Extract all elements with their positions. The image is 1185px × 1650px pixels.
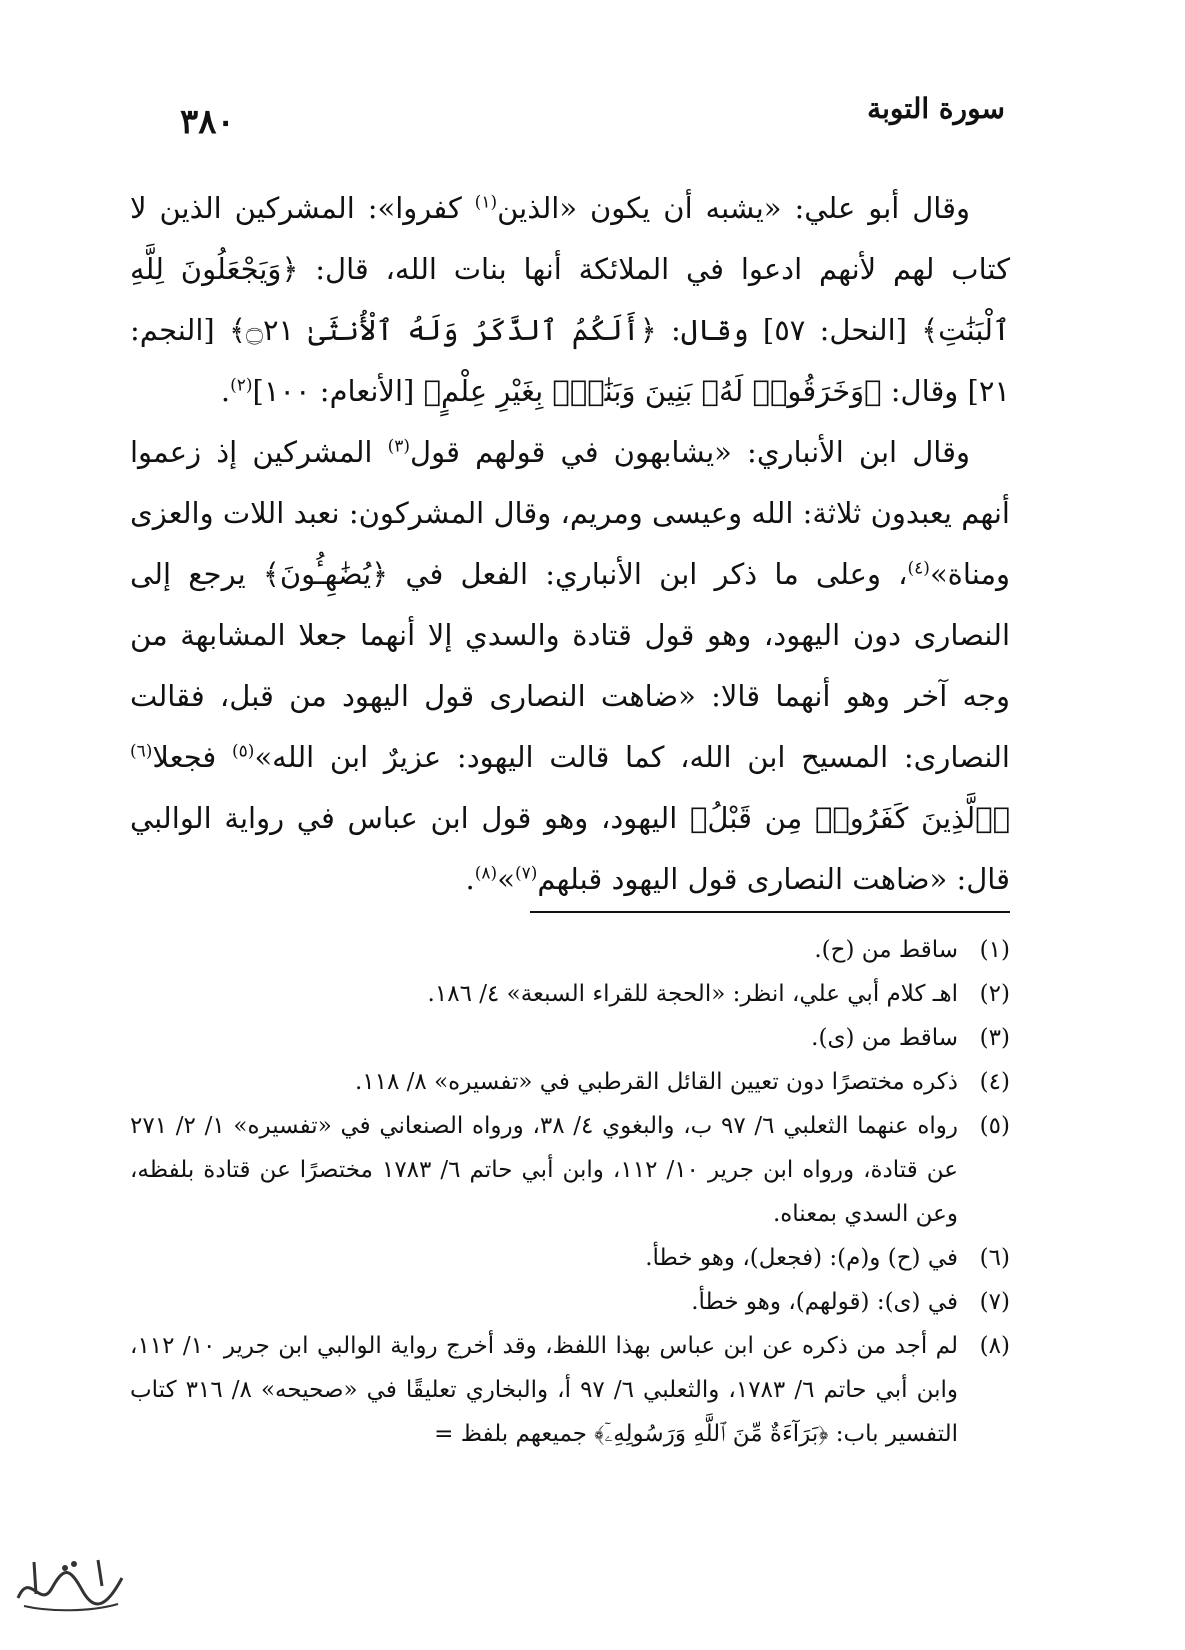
paragraph-2 — [130, 422, 1010, 910]
footnote-ref[interactable]: (٣) — [387, 436, 411, 457]
footnote-item — [130, 1104, 1010, 1236]
page-header — [130, 92, 1035, 152]
footnote-text: اهـ كلام أبي علي، انظر: «الحجة للقراء السبعة» ٤/ ١٨٦. — [427, 981, 958, 1007]
quran-quote: ﴿وَيَجْعَلُونَ لِلَّهِ ٱلْبَنَٰتِ﴾ — [130, 252, 1010, 347]
footnote-item — [130, 1280, 1010, 1324]
footnote-item — [130, 1060, 1010, 1104]
text-segment: . — [465, 862, 475, 896]
footnote-text: ساقط من (ى). — [811, 1025, 958, 1051]
footnote-text: رواه عنهما الثعلبي ٦/ ٩٧ ب، والبغوي ٤/ ٣٨، ورواه الصنعاني في «تفسيره» ١/ ٢/ ٢٧١ عن قتادة، ورواه ابن جرير ١٠/ ١١٢، وابن أبي حاتم ٦/ ١٧٨٣ مختصرًا عن قتادة بلفظه، وعن السدي بمعناه. — [130, 1113, 959, 1227]
footnote-number: (١) — [979, 937, 1010, 963]
text-segment: فجعلا — [152, 740, 233, 774]
footnote-ref[interactable]: (٥) — [232, 741, 255, 762]
text-segment: . — [220, 374, 231, 408]
footnote-item — [130, 928, 1010, 972]
text-segment: كفروا»: المشركين الذين لا كتاب لهم لأنهم ادعوا في الملائكة أنها بنات الله، قال: — [130, 191, 1010, 286]
footnote-item — [130, 1016, 1010, 1060]
quran-quote: ﴿يُضَٰهِـُٔونَ﴾ — [262, 557, 389, 591]
page-number: ٣٨٠ — [180, 102, 235, 142]
footnote-ref[interactable]: (٦) — [130, 741, 153, 762]
running-title: سورة التوبة — [867, 92, 1005, 125]
footnote-text: ساقط من (ح). — [814, 937, 958, 963]
footnote-item — [130, 1236, 1010, 1280]
footnote-item — [130, 1324, 1010, 1456]
footnote-ref[interactable]: (٨) — [474, 863, 498, 884]
footnote-number: (٦) — [979, 1245, 1010, 1271]
quran-quote: ﴿أَلَكُمُ ٱلذَّكَرُ وَلَهُ ٱلْأُنثَىٰ ۝٢١﴾ — [228, 313, 657, 347]
text-segment: وقال ابن الأنباري: «يشابهون في قولهم قول — [410, 435, 970, 469]
quran-quote: ﴿وَخَرَقُوا۟ لَهُۥ بَنِينَ وَبَنَٰتٍۭ بِغَيْرِ عِلْمٍ﴾ — [423, 374, 882, 408]
footnote-ref[interactable]: (٤) — [907, 558, 930, 579]
footnote-text: في (ح) و(م): (فجعل)، وهو خطأ. — [645, 1245, 958, 1271]
footnote-number: (٥) — [979, 1113, 1010, 1139]
main-text — [130, 178, 1010, 910]
footnote-number: (٣) — [979, 1025, 1010, 1051]
footnote-ref[interactable]: (٢) — [230, 375, 253, 396]
footnote-number: (٢) — [979, 981, 1010, 1007]
text-segment: » — [497, 862, 515, 896]
footnote-text: ذكره مختصرًا دون تعيين القائل القرطبي في «تفسيره» ٨/ ١١٨. — [354, 1069, 958, 1095]
footnotes — [130, 928, 1010, 1456]
text-segment: المشركين إذ زعموا أنهم يعبدون ثلاثة: الله وعيسى ومريم، وقال المشركون: نعبد اللات والعزى ومناة» — [130, 435, 1010, 591]
text-segment: [الأنعام: ١٠٠] — [252, 374, 424, 408]
text-segment: ، وعلى ما ذكر ابن الأنباري: الفعل في — [388, 557, 908, 591]
footnote-ref[interactable]: (٧) — [514, 863, 538, 884]
paragraph-1 — [130, 178, 1010, 422]
footnote-number: (٧) — [979, 1289, 1010, 1315]
text-segment: [النجم: ٢١] وقال: — [130, 313, 1010, 408]
footnote-item — [130, 972, 1010, 1016]
text-segment: يرجع إلى النصارى دون اليهود، وهو قول قتادة والسدي إلا أنهما جعلا المشابهة من وجه آخر وهو أنهما قالا: «ضاهت النصارى قول اليهود من قبل، فقالت النصارى: المسيح ابن الله، كما قالت اليهود: عزيرٌ ابن الله» — [130, 557, 1010, 774]
footnote-ref[interactable]: (١) — [474, 192, 498, 213]
text-segment: [النحل: ٥٧] وقال: — [656, 313, 922, 347]
quran-quote: ﴿ٱلَّذِينَ كَفَرُوا۟ مِن قَبْلُ﴾ — [690, 801, 1010, 835]
footnote-number: (٤) — [979, 1069, 1010, 1095]
footnote-text: لم أجد من ذكره عن ابن عباس بهذا اللفظ، وقد أخرج رواية الوالبي ابن جرير ١٠/ ١١٢، وابن أبي حاتم ٦/ ١٧٨٣، والثعلبي ٦/ ٩٧ أ، والبخاري تعليقًا في «صحيحه» ٨/ ٣١٦ كتاب التفسير باب: ﴿بَرَآءَةٌ مِّنَ ٱللَّهِ وَرَسُولِهِۦٓ﴾ جميعهم بلفظ = — [130, 1333, 958, 1447]
footnote-text: في (ى): (قولهم)، وهو خطأ. — [691, 1289, 958, 1315]
text-segment: وقال أبو علي: «يشبه أن يكون «الذين — [497, 191, 971, 225]
footnote-number: (٨) — [979, 1333, 1010, 1359]
footnote-divider — [530, 911, 1010, 913]
text-segment: اليهود، وهو قول ابن عباس في رواية الوالبي قال: «ضاهت النصارى قول اليهود قبلهم — [130, 801, 1010, 896]
publisher-logo — [10, 1550, 130, 1620]
